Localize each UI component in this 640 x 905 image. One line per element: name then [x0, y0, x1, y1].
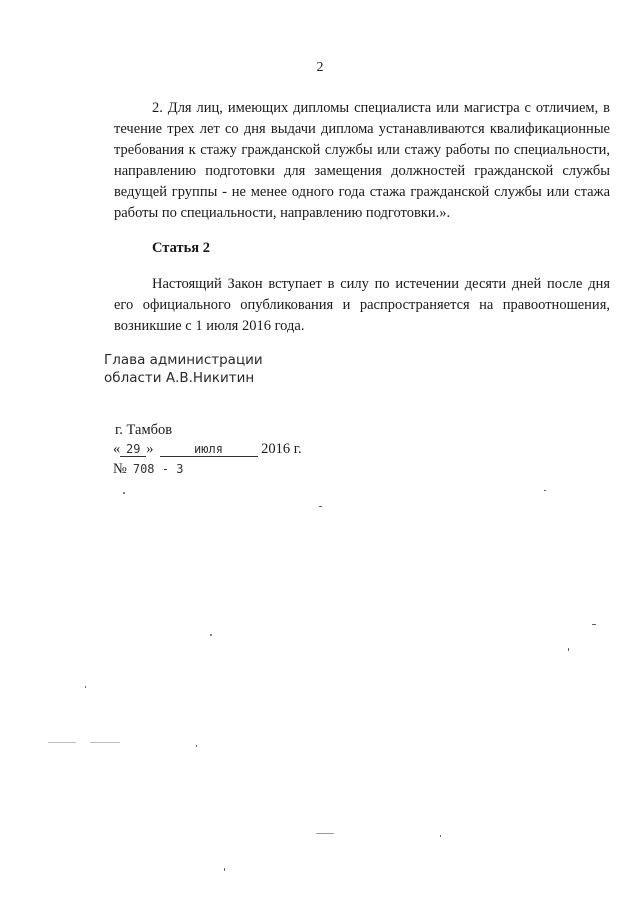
paragraph-1	[114, 98, 610, 224]
paragraph-1-text: 2. Для лиц, имеющих дипломы специалиста или магистра с отличием, в течение трех лет со дня выдачи диплома устанавливаются квалификационные требования к стажу гражданской службы или стажу работы по специальности, направлению подготовки для замещения должностей гражданской службы ведущей группы - не менее одного года стажа гражданской службы или стажа работы по специальности, направлению подготовки.».	[114, 100, 610, 221]
scan-speck	[592, 624, 596, 625]
scan-speck	[90, 742, 120, 743]
scan-speck	[85, 686, 86, 688]
date-line	[113, 441, 302, 458]
scan-speck	[544, 490, 546, 491]
scan-speck	[48, 742, 76, 743]
article-heading: Статья 2	[152, 240, 210, 256]
page-number: 2	[316, 60, 324, 75]
signature-line-2: области А.В.Никитин	[104, 370, 255, 386]
scan-speck	[224, 868, 225, 871]
document-number	[113, 461, 183, 478]
scan-speck	[440, 835, 441, 837]
paragraph-2	[114, 274, 610, 337]
signature-block	[104, 351, 263, 387]
date-day: 29	[120, 442, 146, 457]
number-sign: №	[113, 461, 127, 477]
scan-speck	[316, 833, 334, 834]
date-open-quote: «	[113, 441, 121, 457]
scan-speck	[210, 634, 212, 636]
paragraph-2-text: Настоящий Закон вступает в силу по истечении десяти дней после дня его официального опубликования и распространяется на правоотношения, возникшие с 1 июля 2016 года.	[114, 276, 610, 334]
date-month: июля	[160, 442, 258, 457]
scan-speck	[568, 648, 569, 651]
date-close-quote: »	[146, 441, 154, 457]
number-value: 708 - З	[132, 462, 184, 476]
city: г. Тамбов	[115, 422, 173, 438]
date-year: 2016 г.	[261, 441, 302, 457]
scan-speck	[319, 506, 322, 507]
signature-line-1: Глава администрации	[104, 352, 263, 368]
scan-speck	[196, 745, 197, 747]
scan-speck	[123, 492, 125, 494]
